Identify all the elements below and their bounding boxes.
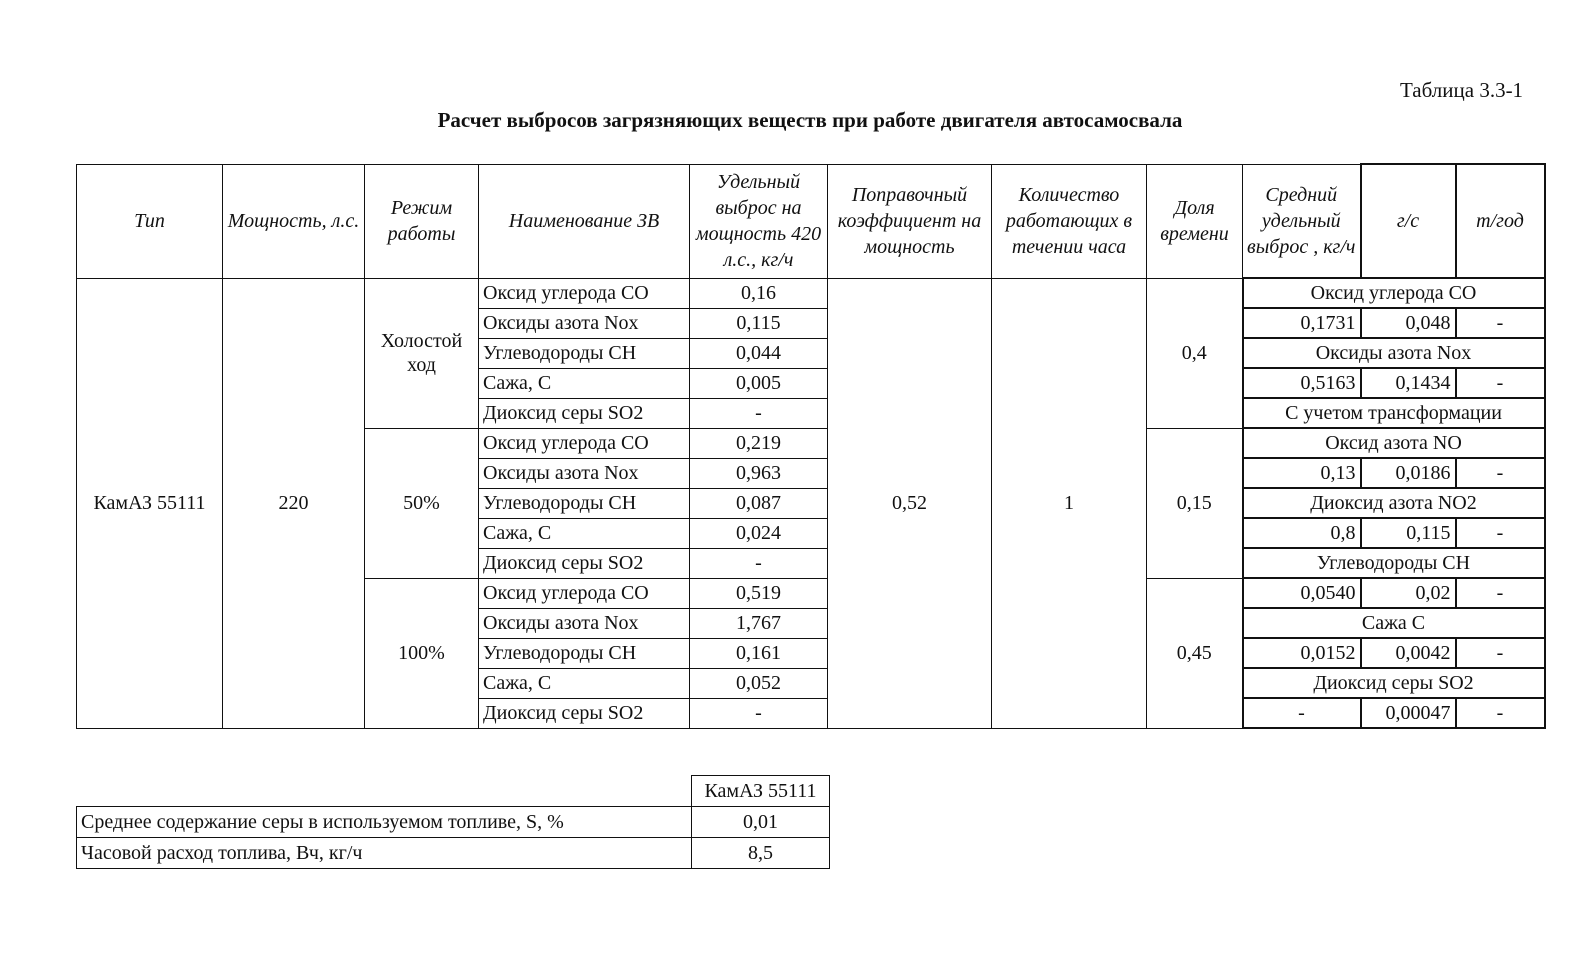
specific-value-cell: 0,161	[690, 638, 828, 668]
substance-cell: Диоксид серы SO2	[479, 698, 690, 728]
table-row	[77, 278, 1545, 308]
result-avg: 0,0152	[1243, 638, 1361, 668]
fuel-label: Часовой расход топлива, Вч, кг/ч	[77, 838, 692, 869]
specific-value-cell: -	[690, 398, 828, 428]
result-avg: 0,0540	[1243, 578, 1361, 608]
result-label: Диоксид серы SO2	[1243, 668, 1545, 698]
header-coef: Поправочный коэффициент на мощность	[828, 164, 992, 278]
substance-cell: Углеводороды CH	[479, 638, 690, 668]
result-label: Углеводороды CH	[1243, 548, 1545, 578]
share-cell: 0,4	[1147, 278, 1243, 428]
result-gs: 0,02	[1361, 578, 1456, 608]
result-tyear: -	[1456, 638, 1545, 668]
header-tyear: т/год	[1456, 164, 1545, 278]
specific-value-cell: 0,052	[690, 668, 828, 698]
share-cell: 0,45	[1147, 578, 1243, 728]
result-label: С учетом трансформации	[1243, 398, 1545, 428]
specific-value-cell: 0,044	[690, 338, 828, 368]
specific-value-cell: 0,963	[690, 458, 828, 488]
specific-value-cell: 1,767	[690, 608, 828, 638]
result-tyear: -	[1456, 578, 1545, 608]
result-label: Диоксид азота NO2	[1243, 488, 1545, 518]
header-row	[77, 164, 1545, 278]
result-tyear: -	[1456, 518, 1545, 548]
result-tyear: -	[1456, 458, 1545, 488]
header-type: Тип	[77, 164, 223, 278]
specific-value-cell: 0,16	[690, 278, 828, 308]
substance-cell: Углеводороды CH	[479, 488, 690, 518]
specific-value-cell: 0,024	[690, 518, 828, 548]
fuel-value: 0,01	[692, 807, 830, 838]
substance-cell: Сажа, С	[479, 518, 690, 548]
substance-cell: Оксид углерода CO	[479, 428, 690, 458]
power-cell: 220	[223, 278, 365, 728]
fuel-row	[77, 838, 830, 869]
result-avg: 0,8	[1243, 518, 1361, 548]
table-number: Таблица 3.3-1	[1400, 78, 1524, 102]
result-avg: -	[1243, 698, 1361, 728]
share-cell: 0,15	[1147, 428, 1243, 578]
substance-cell: Сажа, С	[479, 668, 690, 698]
mode-cell: Холостой ход	[365, 278, 479, 428]
result-label: Оксид азота NO	[1243, 428, 1545, 458]
specific-value-cell: 0,519	[690, 578, 828, 608]
substance-cell: Оксиды азота Nox	[479, 458, 690, 488]
mode-cell: 50%	[365, 428, 479, 578]
substance-cell: Оксиды азота Nox	[479, 308, 690, 338]
result-tyear: -	[1456, 368, 1545, 398]
header-avg: Средний удельный выброс , кг/ч	[1243, 164, 1361, 278]
mode-cell: 100%	[365, 578, 479, 728]
header-specific: Удельный выброс на мощность 420 л.с., кг/ч	[690, 164, 828, 278]
substance-cell: Диоксид серы SO2	[479, 548, 690, 578]
substance-cell: Оксид углерода CO	[479, 278, 690, 308]
page-title: Расчет выбросов загрязняющих веществ при работе двигателя автосамосвала	[437, 108, 1183, 132]
fuel-table	[76, 775, 830, 869]
coef-cell: 0,52	[828, 278, 992, 728]
header-gs: г/с	[1361, 164, 1456, 278]
specific-value-cell: 0,219	[690, 428, 828, 458]
specific-value-cell: -	[690, 698, 828, 728]
header-substance: Наименование ЗВ	[479, 164, 690, 278]
header-power: Мощность, л.с.	[223, 164, 365, 278]
result-avg: 0,1731	[1243, 308, 1361, 338]
emissions-table	[76, 163, 1546, 729]
substance-cell: Оксиды азота Nox	[479, 608, 690, 638]
header-mode: Режим работы	[365, 164, 479, 278]
result-gs: 0,0042	[1361, 638, 1456, 668]
count-cell: 1	[992, 278, 1147, 728]
specific-value-cell: 0,087	[690, 488, 828, 518]
specific-value-cell: -	[690, 548, 828, 578]
substance-cell: Углеводороды CH	[479, 338, 690, 368]
fuel-row	[77, 807, 830, 838]
result-tyear: -	[1456, 698, 1545, 728]
header-share: Доля времени	[1147, 164, 1243, 278]
substance-cell: Сажа, С	[479, 368, 690, 398]
result-label: Оксид углерода CO	[1243, 278, 1545, 308]
result-gs: 0,0186	[1361, 458, 1456, 488]
result-gs: 0,1434	[1361, 368, 1456, 398]
substance-cell: Диоксид серы SO2	[479, 398, 690, 428]
fuel-label: Среднее содержание серы в используемом топливе, S, %	[77, 807, 692, 838]
result-label: Сажа С	[1243, 608, 1545, 638]
result-label: Оксиды азота Nox	[1243, 338, 1545, 368]
result-gs: 0,00047	[1361, 698, 1456, 728]
fuel-value: 8,5	[692, 838, 830, 869]
result-avg: 0,13	[1243, 458, 1361, 488]
fuel-header: КамАЗ 55111	[692, 776, 830, 807]
result-avg: 0,5163	[1243, 368, 1361, 398]
result-gs: 0,048	[1361, 308, 1456, 338]
fuel-blank	[77, 776, 692, 807]
result-tyear: -	[1456, 308, 1545, 338]
specific-value-cell: 0,115	[690, 308, 828, 338]
result-gs: 0,115	[1361, 518, 1456, 548]
header-count: Количество работающих в течении часа	[992, 164, 1147, 278]
type-cell: КамАЗ 55111	[77, 278, 223, 728]
fuel-header-row	[77, 776, 830, 807]
specific-value-cell: 0,005	[690, 368, 828, 398]
substance-cell: Оксид углерода CO	[479, 578, 690, 608]
